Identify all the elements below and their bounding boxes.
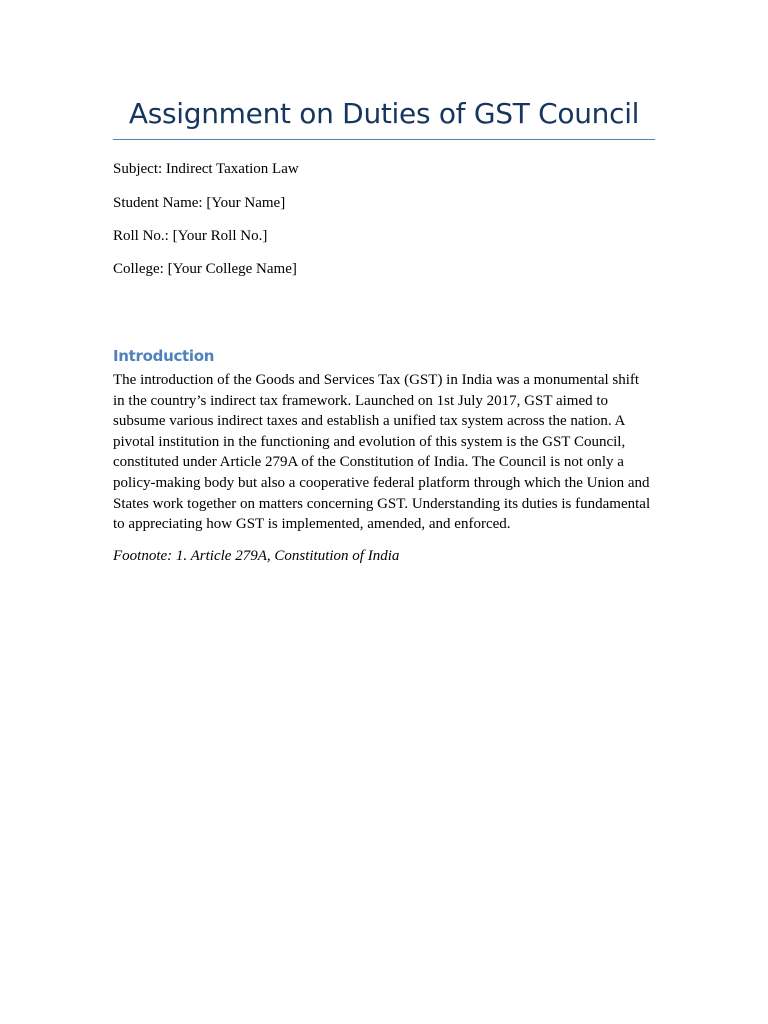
paragraph-line: States work together on matters concerning GST. Understanding its duties is fundamental [113,495,651,512]
paragraph-line: pivotal institution in the functioning and evolution of this system is the GST Council, [113,433,626,450]
college-line: College: [Your College Name] [113,261,297,277]
footnote: Footnote: 1. Article 279A, Constitution of India [113,548,400,564]
introduction-heading: Introduction [113,347,215,365]
paragraph-line: subsume various indirect taxes and establish a unified tax system across the nation. A [113,413,626,430]
document-title: Assignment on Duties of GST Council [128,97,640,130]
roll-number-line: Roll No.: [Your Roll No.] [113,228,268,244]
paragraph-line: policy-making body but also a cooperative federal platform through which the Union and [113,474,650,491]
subject-line: Subject: Indirect Taxation Law [113,161,299,177]
paragraph-line: constituted under Article 279A of the Constitution of India. The Council is not only a [113,454,624,471]
paragraph-line: to appreciating how GST is implemented, amended, and enforced. [113,516,511,533]
student-name-line: Student Name: [Your Name] [113,195,286,211]
introduction-paragraph [113,370,655,535]
paragraph-line: The introduction of the Goods and Services Tax (GST) in India was a monumental shift [113,372,640,388]
title-underline [113,139,655,140]
paragraph-line: in the country’s indirect tax framework. Launched on 1st July 2017, GST aimed to [113,392,609,409]
